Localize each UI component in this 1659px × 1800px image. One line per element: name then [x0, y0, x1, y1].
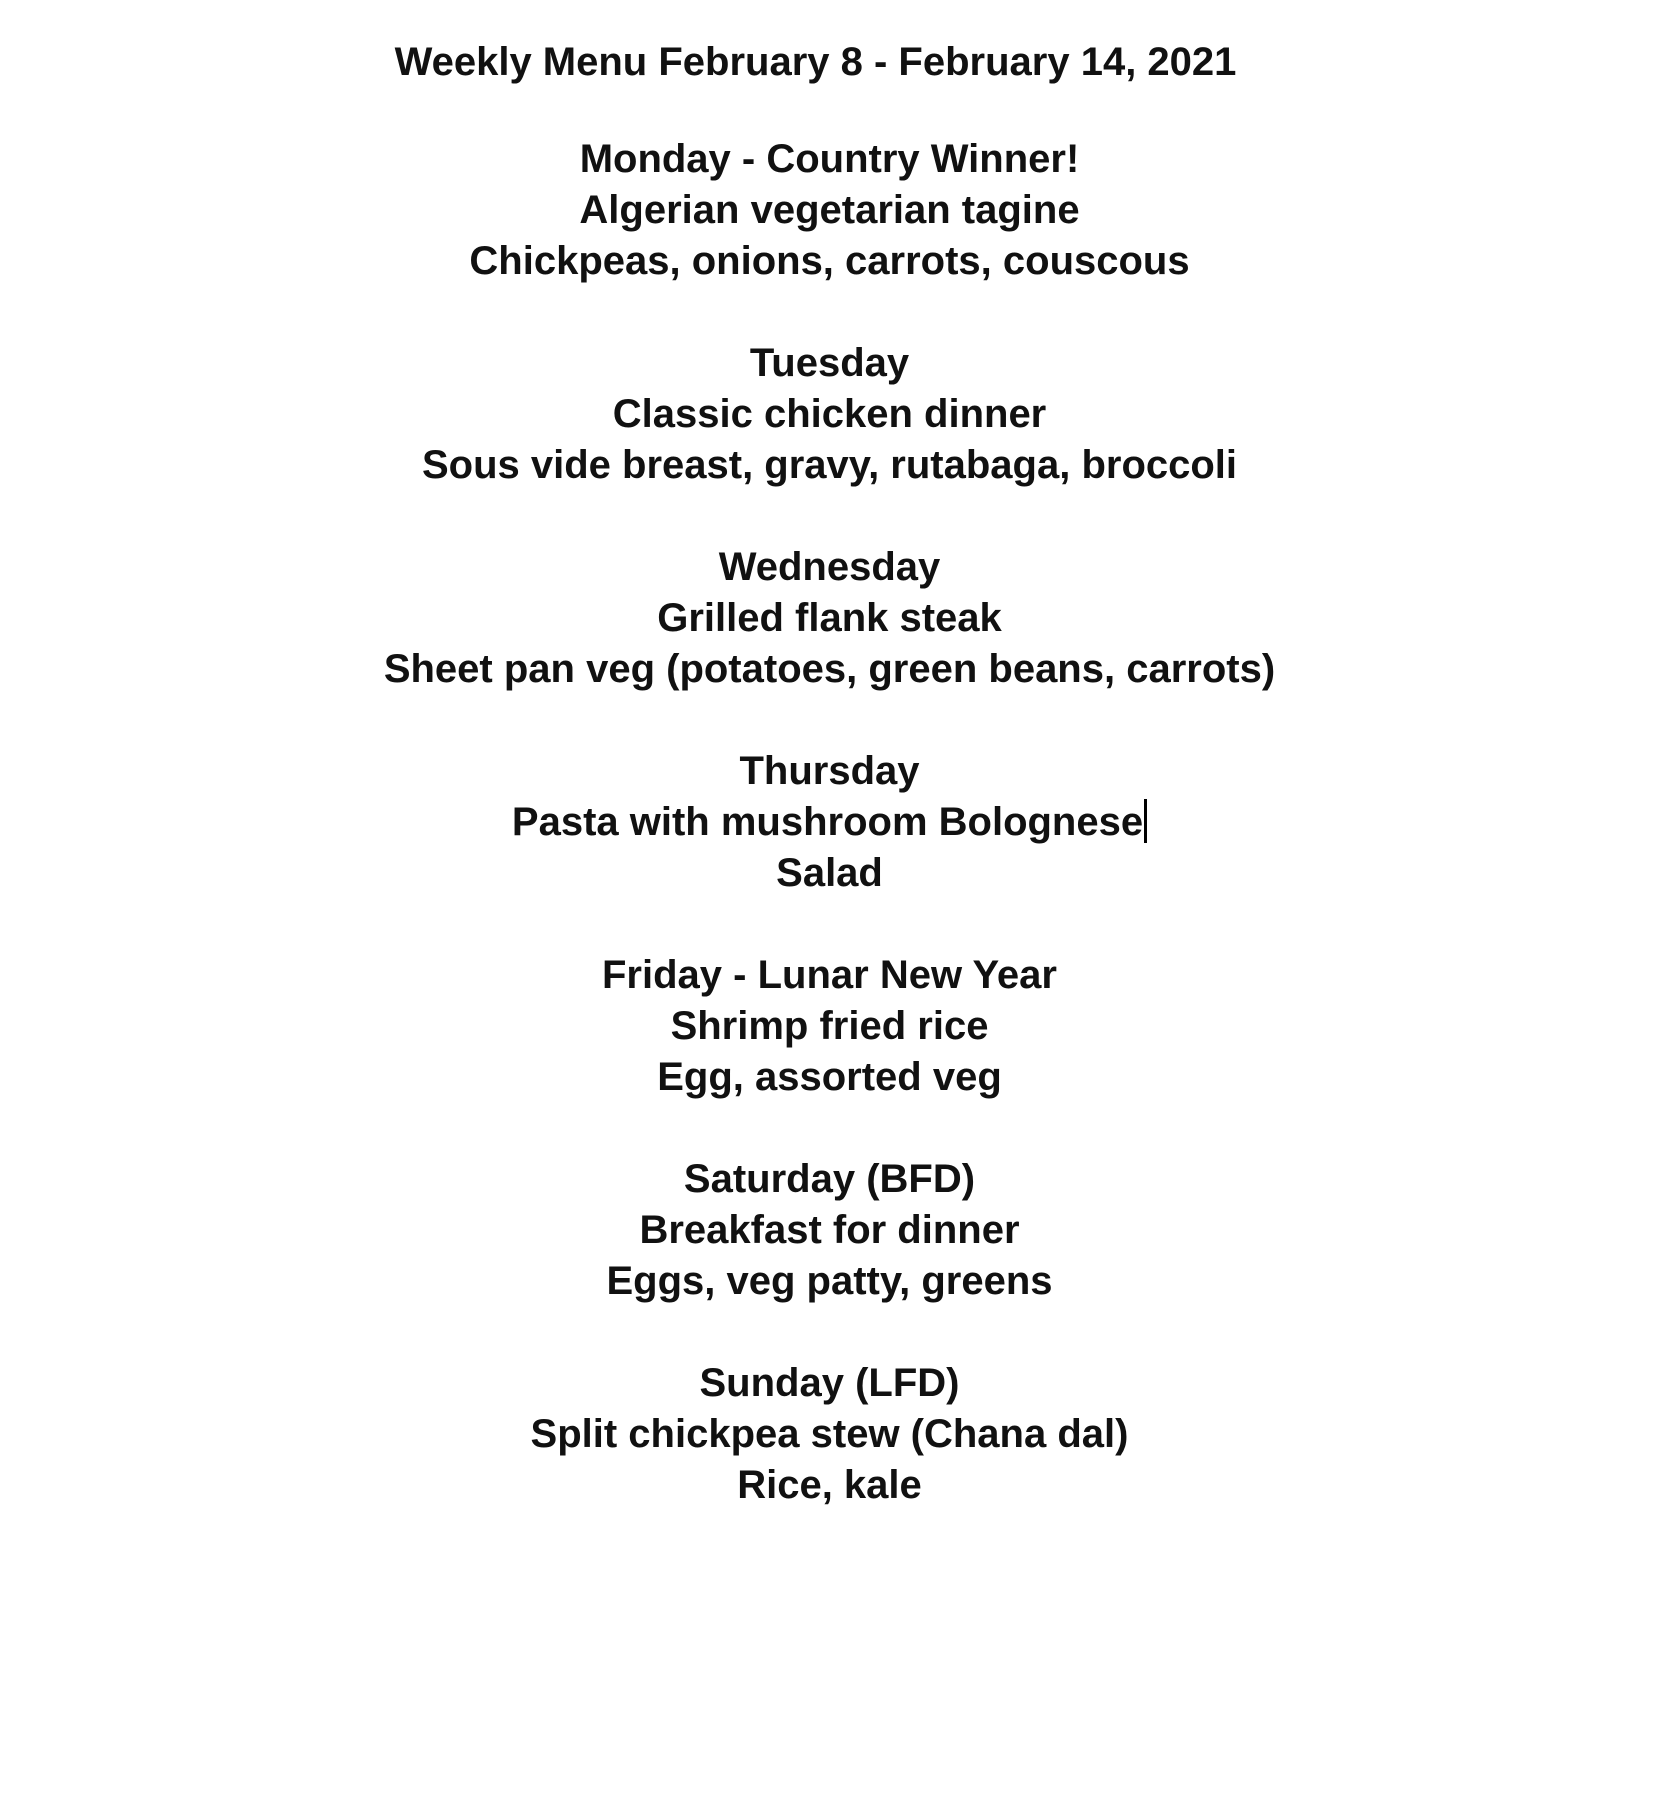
sides-thursday: Salad	[776, 851, 883, 895]
dish-monday: Algerian vegetarian tagine	[579, 188, 1080, 232]
sides-saturday: Eggs, veg patty, greens	[606, 1259, 1053, 1303]
day-heading-thursday: Thursday	[739, 749, 920, 793]
day-heading-sunday: Sunday (LFD)	[699, 1361, 960, 1405]
day-heading-wednesday: Wednesday	[718, 545, 941, 589]
page-title: Weekly Menu February 8 - February 14, 2021	[394, 40, 1237, 84]
dish-saturday: Breakfast for dinner	[639, 1208, 1020, 1252]
day-heading-friday: Friday - Lunar New Year	[602, 953, 1057, 997]
dish-sunday: Split chickpea stew (Chana dal)	[530, 1412, 1129, 1456]
text-cursor	[1144, 799, 1147, 843]
dish-wednesday: Grilled flank steak	[657, 596, 1002, 640]
day-heading-saturday: Saturday (BFD)	[683, 1157, 976, 1201]
sides-sunday: Rice, kale	[737, 1463, 922, 1507]
sides-wednesday: Sheet pan veg (potatoes, green beans, carrots)	[383, 647, 1276, 691]
sides-tuesday: Sous vide breast, gravy, rutabaga, broccoli	[421, 443, 1238, 487]
sides-friday: Egg, assorted veg	[657, 1055, 1002, 1099]
dish-friday: Shrimp fried rice	[670, 1004, 989, 1048]
dish-line-thursday[interactable]	[0, 798, 1659, 846]
dish-tuesday: Classic chicken dinner	[612, 392, 1047, 436]
day-heading-monday: Monday - Country Winner!	[579, 137, 1080, 181]
dish-thursday: Pasta with mushroom Bolognese	[511, 800, 1144, 844]
sides-monday: Chickpeas, onions, carrots, couscous	[469, 239, 1190, 283]
day-heading-tuesday: Tuesday	[749, 341, 910, 385]
